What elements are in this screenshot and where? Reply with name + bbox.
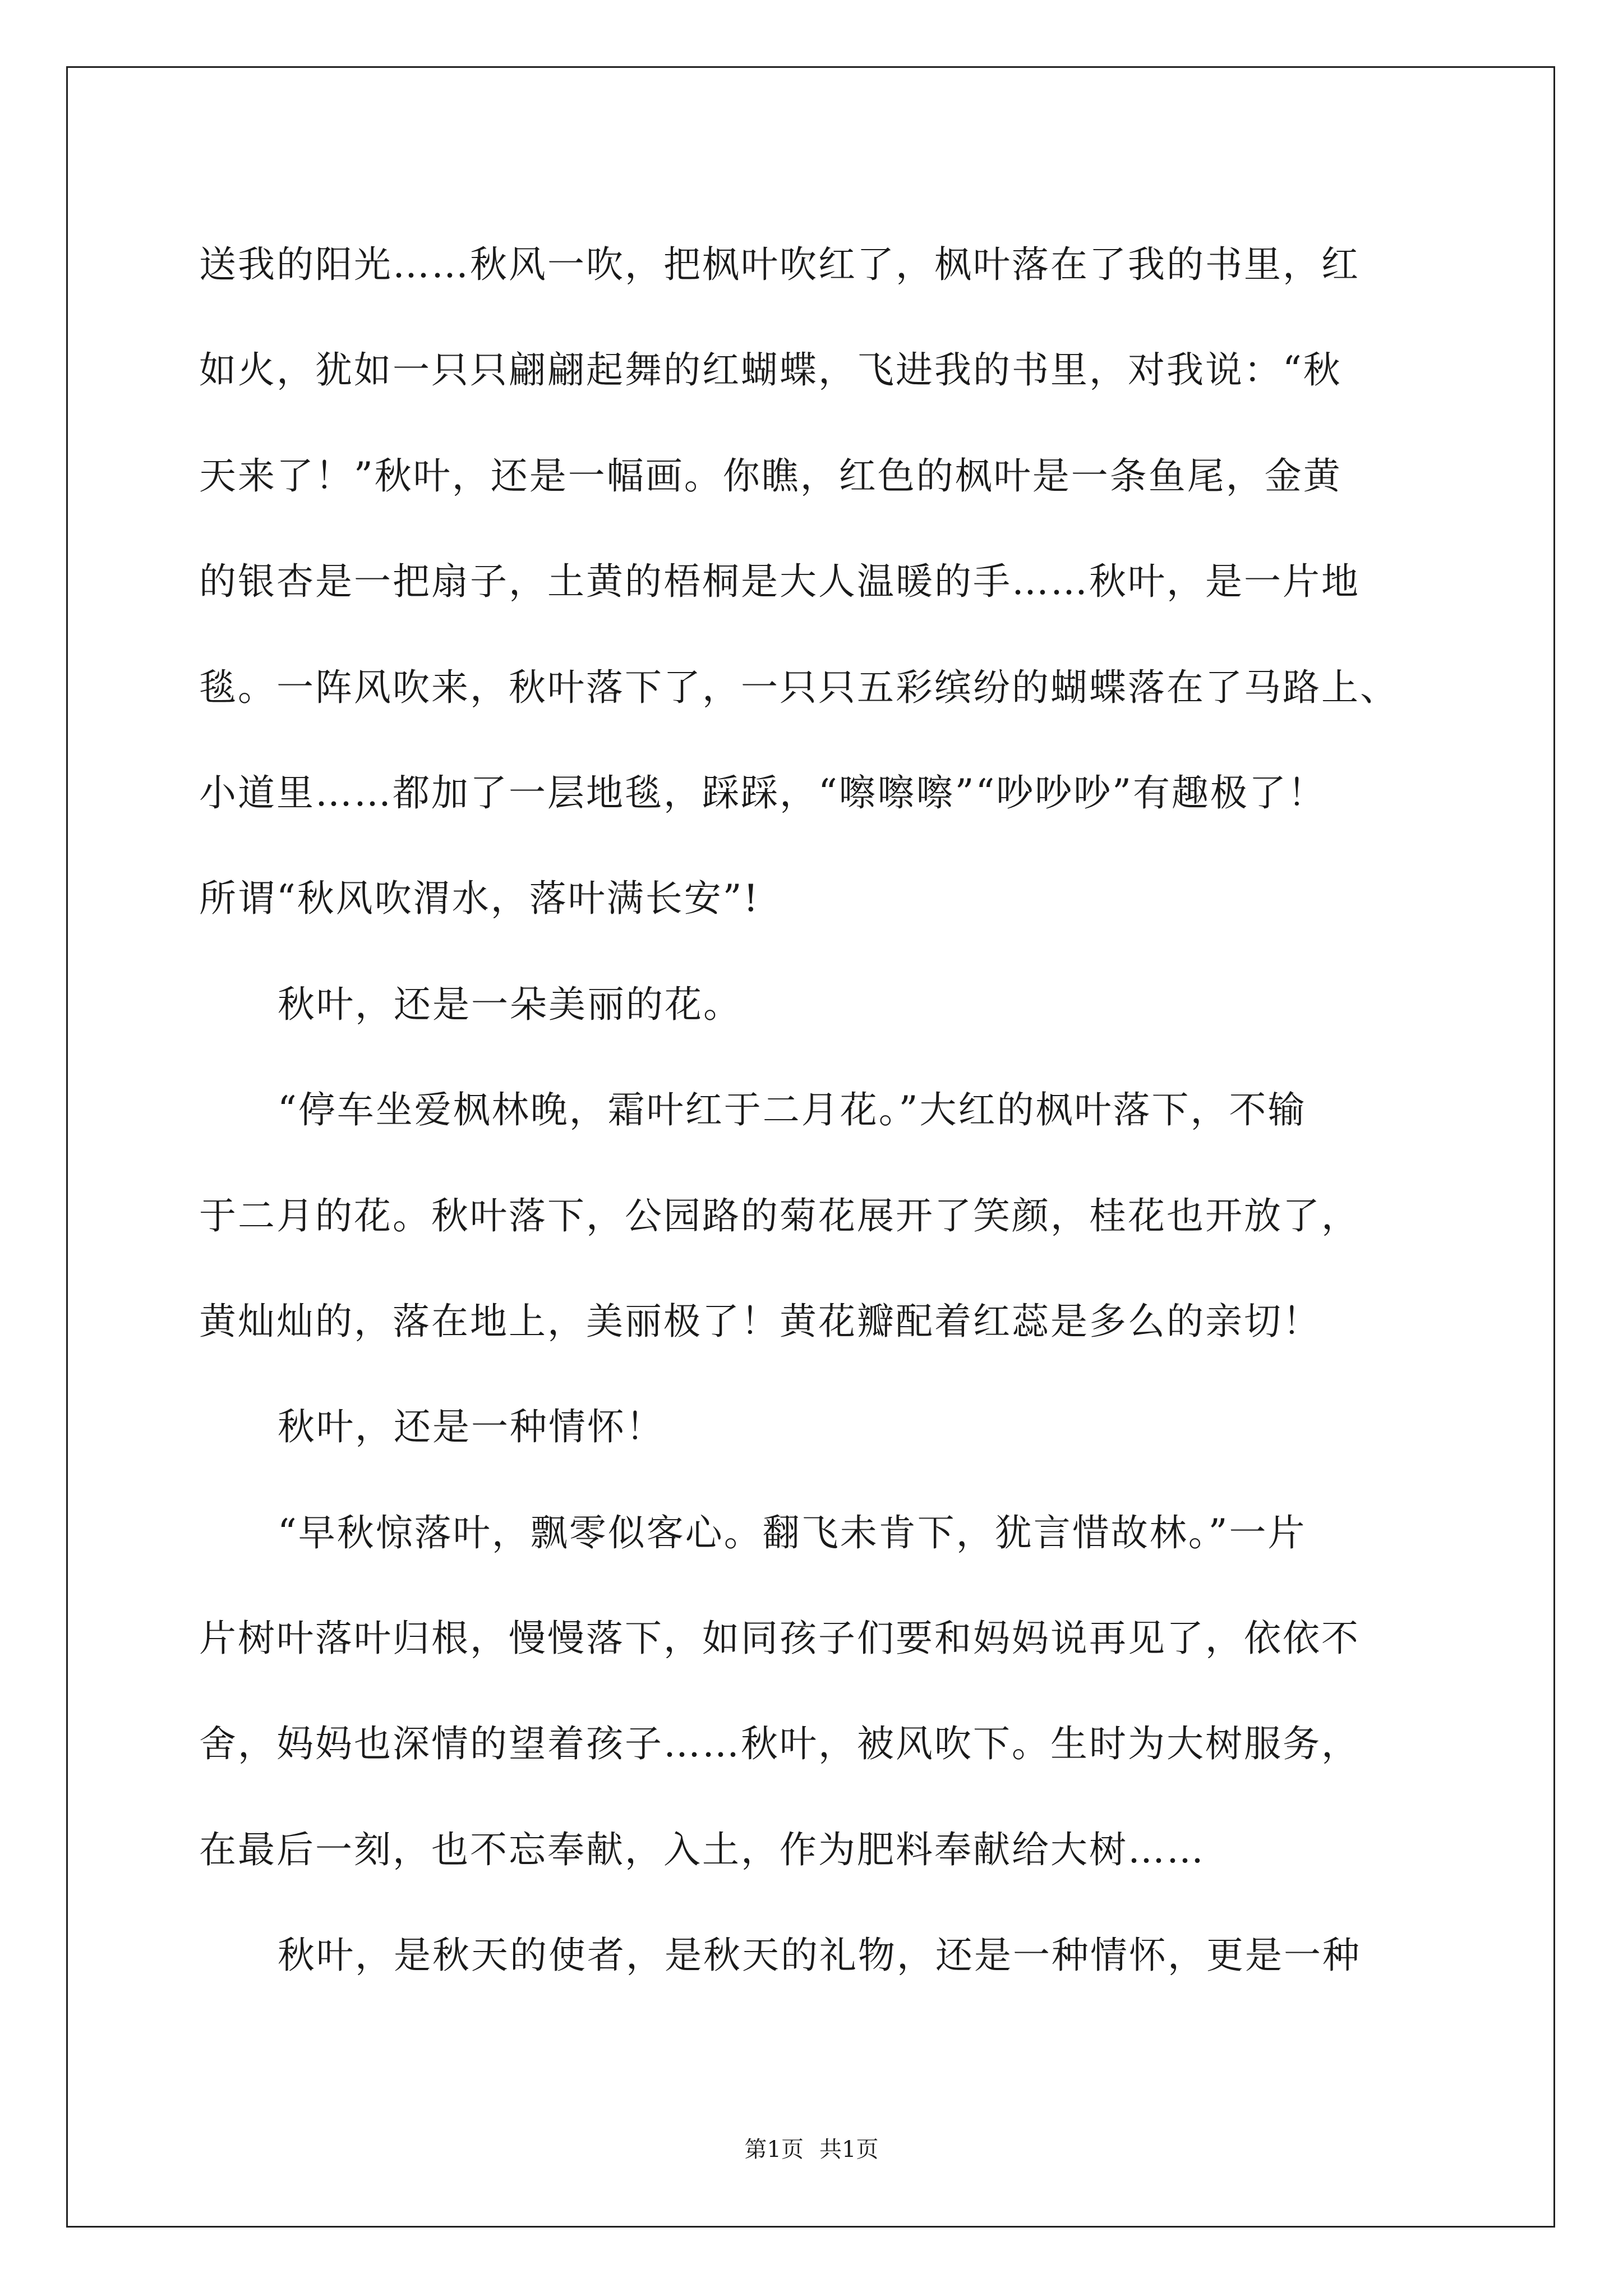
- text-line: 小道里……都加了一层地毯，踩踩，“嚓嚓嚓”“吵吵吵”有趣极了！: [199, 771, 1326, 815]
- text-line: 片树叶落叶归根，慢慢落下，如同孩子们要和妈妈说再见了，依依不: [199, 1617, 1360, 1660]
- text-line: 天来了！”秋叶，还是一幅画。你瞧，红色的枫叶是一条鱼尾，金黄: [199, 454, 1342, 498]
- page-number-total: 共1页: [819, 2137, 879, 2162]
- text-line: 如火，犹如一只只翩翩起舞的红蝴蝶，飞进我的书里，对我说：“秋: [199, 348, 1342, 392]
- page-footer: [0, 2132, 1623, 2164]
- paragraph-first-line: 秋叶，还是一朵美丽的花。: [278, 982, 742, 1026]
- text-line: 所谓“秋风吹渭水，落叶满长安”!: [199, 877, 760, 921]
- text-line: 送我的阳光……秋风一吹，把枫叶吹红了，枫叶落在了我的书里，红: [199, 243, 1360, 286]
- paragraph-first-line: “停车坐爱枫林晚，霜叶红于二月花。”大红的枫叶落下，不输: [278, 1088, 1307, 1132]
- text-line: 在最后一刻，也不忘奉献，入土，作为肥料奉献给大树……: [199, 1828, 1205, 1871]
- text-line: 的银杏是一把扇子，土黄的梧桐是大人温暖的手……秋叶，是一片地: [199, 560, 1360, 604]
- text-line: 舍，妈妈也深情的望着孩子……秋叶，被风吹下。生时为大树服务，: [199, 1722, 1360, 1766]
- paragraph-first-line: “早秋惊落叶，飘零似客心。翻飞未肯下，犹言惜故林。”一片: [278, 1511, 1307, 1554]
- text-line: 于二月的花。秋叶落下，公园路的菊花展开了笑颜，桂花也开放了，: [199, 1194, 1360, 1237]
- paragraph-first-line: 秋叶，还是一种情怀！: [278, 1405, 665, 1449]
- page-number-current: 第1页: [744, 2137, 804, 2162]
- paragraph-first-line: 秋叶，是秋天的使者，是秋天的礼物，还是一种情怀，更是一种: [278, 1934, 1361, 1977]
- document-body: [199, 212, 1461, 2009]
- text-line: 毯。一阵风吹来，秋叶落下了，一只只五彩缤纷的蝴蝶落在了马路上、: [199, 665, 1399, 709]
- text-line: 黄灿灿的，落在地上，美丽极了！黄花瓣配着红蕊是多么的亲切！: [199, 1299, 1321, 1343]
